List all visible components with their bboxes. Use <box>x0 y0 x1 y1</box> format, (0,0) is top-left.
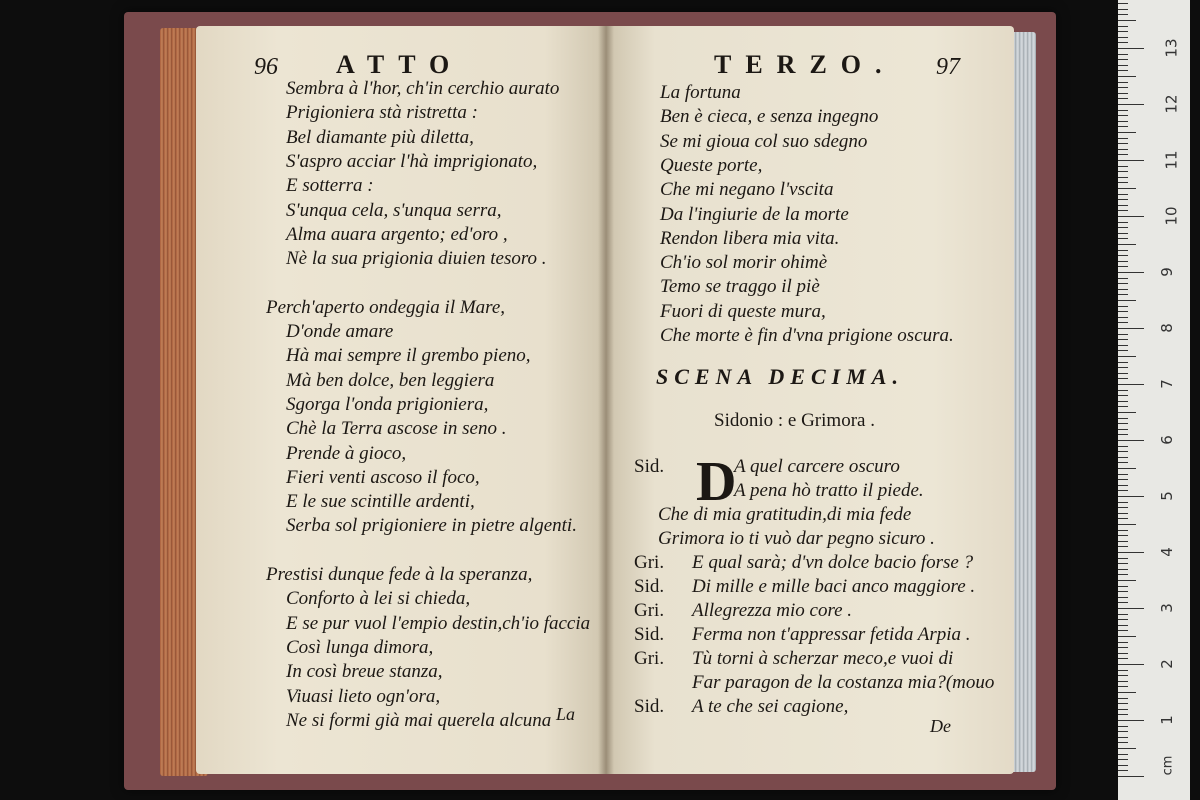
ruler-number <box>1163 0 1181 2</box>
ruler-number: 13 <box>1162 38 1181 58</box>
ruler-tick <box>1118 418 1128 419</box>
ruler-tick <box>1118 294 1128 295</box>
ruler-tick <box>1118 115 1128 116</box>
ruler-tick <box>1118 261 1128 262</box>
ruler-tick <box>1118 552 1144 553</box>
verse-line: Ch'io sol morir ohimè <box>660 252 828 274</box>
ruler-tick <box>1118 70 1128 71</box>
ruler-tick <box>1118 776 1144 777</box>
ruler-tick <box>1118 658 1128 659</box>
ruler-tick <box>1118 630 1128 631</box>
ruler-tick <box>1118 250 1128 251</box>
dialogue-text: Di mille e mille baci anco maggiore . <box>692 576 976 597</box>
ruler-tick <box>1118 14 1128 15</box>
ruler-tick <box>1118 423 1128 424</box>
ruler-tick <box>1118 765 1128 766</box>
verse-line: Prigioniera stà ristretta : <box>286 102 478 124</box>
ruler-tick <box>1118 3 1128 4</box>
dialogue-line <box>634 480 924 502</box>
ruler-tick <box>1118 166 1128 167</box>
ruler-tick <box>1118 384 1144 385</box>
verse-line: S'aspro acciar l'hà imprigionato, <box>286 150 538 172</box>
ruler-tick <box>1118 20 1136 21</box>
dialogue-text: Tù torni à scherzar meco,e vuoi di <box>692 648 954 669</box>
ruler-tick <box>1118 742 1128 743</box>
ruler-tick <box>1118 518 1128 519</box>
ruler-tick <box>1118 266 1128 267</box>
ruler-tick <box>1118 412 1136 413</box>
ruler-tick <box>1118 378 1128 379</box>
ruler-tick <box>1118 479 1128 480</box>
ruler-tick <box>1118 614 1128 615</box>
ruler-tick <box>1118 272 1144 273</box>
verse-line: Così lunga dimora, <box>286 636 434 658</box>
ruler-tick <box>1118 93 1128 94</box>
ruler-tick <box>1118 390 1128 391</box>
ruler-tick <box>1118 636 1136 637</box>
ruler-tick <box>1118 289 1128 290</box>
dialogue-line <box>634 672 994 694</box>
ruler-tick <box>1118 160 1144 161</box>
ruler-tick <box>1118 255 1128 256</box>
ruler-number: 5 <box>1157 491 1176 501</box>
ruler-tick <box>1118 524 1136 525</box>
ruler-tick <box>1118 334 1128 335</box>
ruler-tick <box>1118 490 1128 491</box>
ruler-unit-label: cm <box>1160 755 1176 776</box>
ruler-tick <box>1118 54 1128 55</box>
ruler-tick <box>1118 558 1128 559</box>
dialogue-text: A quel carcere oscuro <box>734 456 900 477</box>
ruler-tick <box>1118 569 1128 570</box>
ruler-tick <box>1118 681 1128 682</box>
ruler-tick <box>1118 82 1128 83</box>
left-page <box>196 26 606 774</box>
ruler-tick <box>1118 126 1128 127</box>
ruler-number: 6 <box>1157 435 1176 445</box>
ruler-tick <box>1118 406 1128 407</box>
ruler-tick <box>1118 367 1128 368</box>
ruler-tick <box>1118 401 1128 402</box>
ruler-tick <box>1118 182 1128 183</box>
ruler-tick <box>1118 446 1128 447</box>
left-catchword: La <box>556 704 576 724</box>
speaker-label: Gri. <box>634 600 665 621</box>
speaker-label: Sid. <box>634 624 665 645</box>
ruler-tick <box>1118 216 1144 217</box>
ruler-tick <box>1118 474 1128 475</box>
verse-line: E sotterra : <box>286 175 374 197</box>
ruler-tick <box>1118 322 1128 323</box>
ruler-tick <box>1118 199 1128 200</box>
ruler-tick <box>1118 37 1128 38</box>
ruler-tick <box>1118 670 1128 671</box>
ruler-tick <box>1118 395 1128 396</box>
ruler-tick <box>1118 205 1128 206</box>
ruler-tick <box>1118 462 1128 463</box>
dialogue-line <box>658 504 911 526</box>
ruler-tick <box>1118 373 1128 374</box>
dialogue-line <box>658 528 935 550</box>
verse-line: Mà ben dolce, ben leggiera <box>286 369 495 391</box>
verse-line: Viuasi lieto ogn'ora, <box>286 685 441 707</box>
scene-title: SCENA DECIMA. <box>656 364 904 389</box>
ruler-tick <box>1118 339 1128 340</box>
speaker-label: Gri. <box>634 648 665 669</box>
ruler-tick <box>1118 675 1128 676</box>
verse-line: Chè la Terra ascose in seno . <box>286 418 507 440</box>
ruler-tick <box>1118 625 1128 626</box>
ruler-tick <box>1118 429 1128 430</box>
ruler-tick <box>1118 737 1128 738</box>
ruler-tick <box>1118 98 1128 99</box>
ruler-tick <box>1118 222 1128 223</box>
verse-line: Bel diamante più diletta, <box>286 126 474 148</box>
ruler-tick <box>1118 748 1136 749</box>
ruler-tick <box>1118 608 1144 609</box>
ruler-tick <box>1118 300 1136 301</box>
ruler-tick <box>1118 541 1128 542</box>
ruler-tick <box>1118 692 1136 693</box>
verse-line: Prende à gioco, <box>286 442 407 464</box>
verse-line: Sembra à l'hor, ch'in cerchio aurato <box>286 78 560 99</box>
verse-line: Ne si formi già mai querela alcuna <box>286 709 552 731</box>
ruler-tick <box>1118 602 1128 603</box>
ruler-tick <box>1118 535 1128 536</box>
ruler-tick <box>1118 227 1128 228</box>
ruler-tick <box>1118 502 1128 503</box>
ruler-tick <box>1118 76 1136 77</box>
ruler-tick <box>1118 26 1128 27</box>
ruler-tick <box>1118 434 1128 435</box>
ruler-tick <box>1118 65 1128 66</box>
ruler-number: 10 <box>1162 206 1181 226</box>
verse-line: La fortuna <box>660 82 741 103</box>
ruler-tick <box>1118 731 1128 732</box>
ruler-tick <box>1118 485 1128 486</box>
ruler-tick <box>1118 362 1128 363</box>
dialogue-text: A pena hò tratto il piede. <box>734 480 924 501</box>
ruler-tick <box>1118 328 1144 329</box>
ruler-tick <box>1118 759 1128 760</box>
ruler-tick <box>1118 171 1128 172</box>
ruler-tick <box>1118 306 1128 307</box>
measuring-ruler <box>1118 0 1190 800</box>
ruler-tick <box>1118 507 1128 508</box>
verse-line: Se mi gioua col suo sdegno <box>660 130 868 152</box>
ruler-tick <box>1118 149 1128 150</box>
dialogue-text: Grimora io ti vuò dar pegno sicuro . <box>658 528 935 549</box>
left-page-number: 96 <box>254 54 278 80</box>
ruler-number: 4 <box>1157 547 1176 557</box>
right-page-number: 97 <box>936 54 960 80</box>
ruler-tick <box>1118 530 1128 531</box>
ruler-tick <box>1118 591 1128 592</box>
dialogue-line <box>634 552 973 574</box>
verse-line: Hà mai sempre il grembo pieno, <box>286 345 531 367</box>
ruler-tick <box>1118 642 1128 643</box>
ruler-tick <box>1118 138 1128 139</box>
verse-line: Queste porte, <box>660 154 763 176</box>
dialogue-line <box>634 648 953 670</box>
verse-line: Alma auara argento; ed'oro , <box>286 223 508 245</box>
ruler-tick <box>1118 597 1128 598</box>
speaker-label: Sid. <box>634 696 665 717</box>
verse-line: Da l'ingiurie de la morte <box>660 203 849 225</box>
ruler-tick <box>1118 110 1128 111</box>
ruler-tick <box>1118 770 1128 771</box>
ruler-number: 3 <box>1157 603 1176 613</box>
verse-line: E le sue scintille ardenti, <box>286 491 475 513</box>
ruler-tick <box>1118 457 1128 458</box>
ruler-tick <box>1118 143 1128 144</box>
ruler-tick <box>1118 451 1128 452</box>
verse-line: D'onde amare <box>286 321 394 342</box>
right-catchword: De <box>930 716 951 736</box>
ruler-tick <box>1118 194 1128 195</box>
ruler-number: 12 <box>1162 94 1181 114</box>
dialogue-text: Allegrezza mio core . <box>692 600 853 621</box>
verse-line: Che morte è fin d'vna prigione oscura. <box>660 325 954 346</box>
left-running-head: ATTO <box>336 50 464 79</box>
ruler-tick <box>1118 653 1128 654</box>
ruler-tick <box>1118 686 1128 687</box>
ruler-tick <box>1118 754 1128 755</box>
verse-line: In così breue stanza, <box>286 661 443 683</box>
verse-line: Prestisi dunque fede à la speranza, <box>266 564 533 585</box>
speaker-label: Gri. <box>634 552 665 573</box>
verse-line: Sgorga l'onda prigioniera, <box>286 393 489 415</box>
ruler-tick <box>1118 31 1128 32</box>
ruler-tick <box>1118 311 1128 312</box>
right-page <box>606 26 1014 774</box>
dialogue-text: Ferma non t'appressar fetida Arpia . <box>692 624 971 645</box>
dialogue-text: A te che sei cagione, <box>692 696 849 717</box>
ruler-tick <box>1118 121 1128 122</box>
ruler-tick <box>1118 619 1128 620</box>
ruler-number: 9 <box>1157 267 1176 277</box>
ruler-tick <box>1118 546 1128 547</box>
ruler-number: 11 <box>1162 150 1181 170</box>
ruler-tick <box>1118 496 1144 497</box>
ruler-tick <box>1118 350 1128 351</box>
dialogue-line <box>634 456 900 478</box>
ruler-tick <box>1118 356 1136 357</box>
ruler-number: 2 <box>1157 659 1176 669</box>
ruler-tick <box>1118 317 1128 318</box>
verse-line: Temo se traggo il piè <box>660 276 820 298</box>
ruler-tick <box>1118 154 1128 155</box>
dialogue-line <box>634 576 975 598</box>
speaker-label: Sid. <box>634 576 665 597</box>
ruler-tick <box>1118 345 1128 346</box>
ruler-tick <box>1118 59 1128 60</box>
ruler-tick <box>1118 586 1128 587</box>
right-running-head: TERZO. <box>714 50 896 79</box>
verse-line: Fuori di queste mura, <box>660 300 826 322</box>
ruler-tick <box>1118 703 1128 704</box>
book-gutter <box>598 26 614 774</box>
ruler-tick <box>1118 132 1136 133</box>
ruler-tick <box>1118 468 1136 469</box>
ruler-tick <box>1118 714 1128 715</box>
ruler-tick <box>1118 580 1136 581</box>
speaker-label: Sid. <box>634 456 665 477</box>
ruler-tick <box>1118 233 1128 234</box>
verse-line: Rendon libera mia vita. <box>660 227 840 249</box>
ruler-number: 1 <box>1157 715 1176 725</box>
scene-characters: Sidonio : e Grimora . <box>714 410 875 431</box>
verse-line: Che mi negano l'vscita <box>660 179 834 201</box>
ruler-tick <box>1118 210 1128 211</box>
ruler-tick <box>1118 709 1128 710</box>
ruler-number: 8 <box>1157 323 1176 333</box>
ruler-tick <box>1118 87 1128 88</box>
dialogue-text: E qual sarà; d'vn dolce bacio forse ? <box>692 552 974 573</box>
dialogue-line <box>634 600 852 622</box>
dialogue-text: Che di mia gratitudin,di mia fede <box>658 504 912 525</box>
verse-line: Ben è cieca, e senza ingegno <box>660 106 879 128</box>
ruler-tick <box>1118 664 1144 665</box>
ruler-tick <box>1118 42 1128 43</box>
ruler-tick <box>1118 177 1128 178</box>
verse-line: S'unqua cela, s'unqua serra, <box>286 199 502 221</box>
verse-line: E se pur vuol l'empio destin,ch'io faccia <box>286 612 591 634</box>
ruler-number: 7 <box>1157 379 1176 389</box>
drop-cap: D <box>696 451 737 513</box>
ruler-tick <box>1118 48 1144 49</box>
ruler-tick <box>1118 513 1128 514</box>
ruler-tick <box>1118 278 1128 279</box>
dialogue-line <box>634 624 971 646</box>
verse-line: Conforto à lei si chieda, <box>286 588 471 610</box>
verse-line: Perch'aperto ondeggia il Mare, <box>266 296 506 318</box>
ruler-tick <box>1118 283 1128 284</box>
ruler-tick <box>1118 574 1128 575</box>
verse-line: Serba sol prigioniere in pietre algenti. <box>286 515 577 537</box>
ruler-tick <box>1118 188 1136 189</box>
ruler-tick <box>1118 563 1128 564</box>
ruler-tick <box>1118 720 1144 721</box>
verse-line: Fieri venti ascoso il foco, <box>286 466 480 488</box>
ruler-tick <box>1118 726 1128 727</box>
verse-line: Nè la sua prigionia diuien tesoro . <box>286 248 547 270</box>
ruler-tick <box>1118 440 1144 441</box>
dialogue-line <box>634 696 848 718</box>
ruler-tick <box>1118 647 1128 648</box>
dialogue-text: Far paragon de la costanza mia?(mouo <box>692 672 995 693</box>
ruler-tick <box>1118 238 1128 239</box>
ruler-tick <box>1118 9 1128 10</box>
ruler-tick <box>1118 104 1144 105</box>
ruler-tick <box>1118 698 1128 699</box>
ruler-tick <box>1118 244 1136 245</box>
